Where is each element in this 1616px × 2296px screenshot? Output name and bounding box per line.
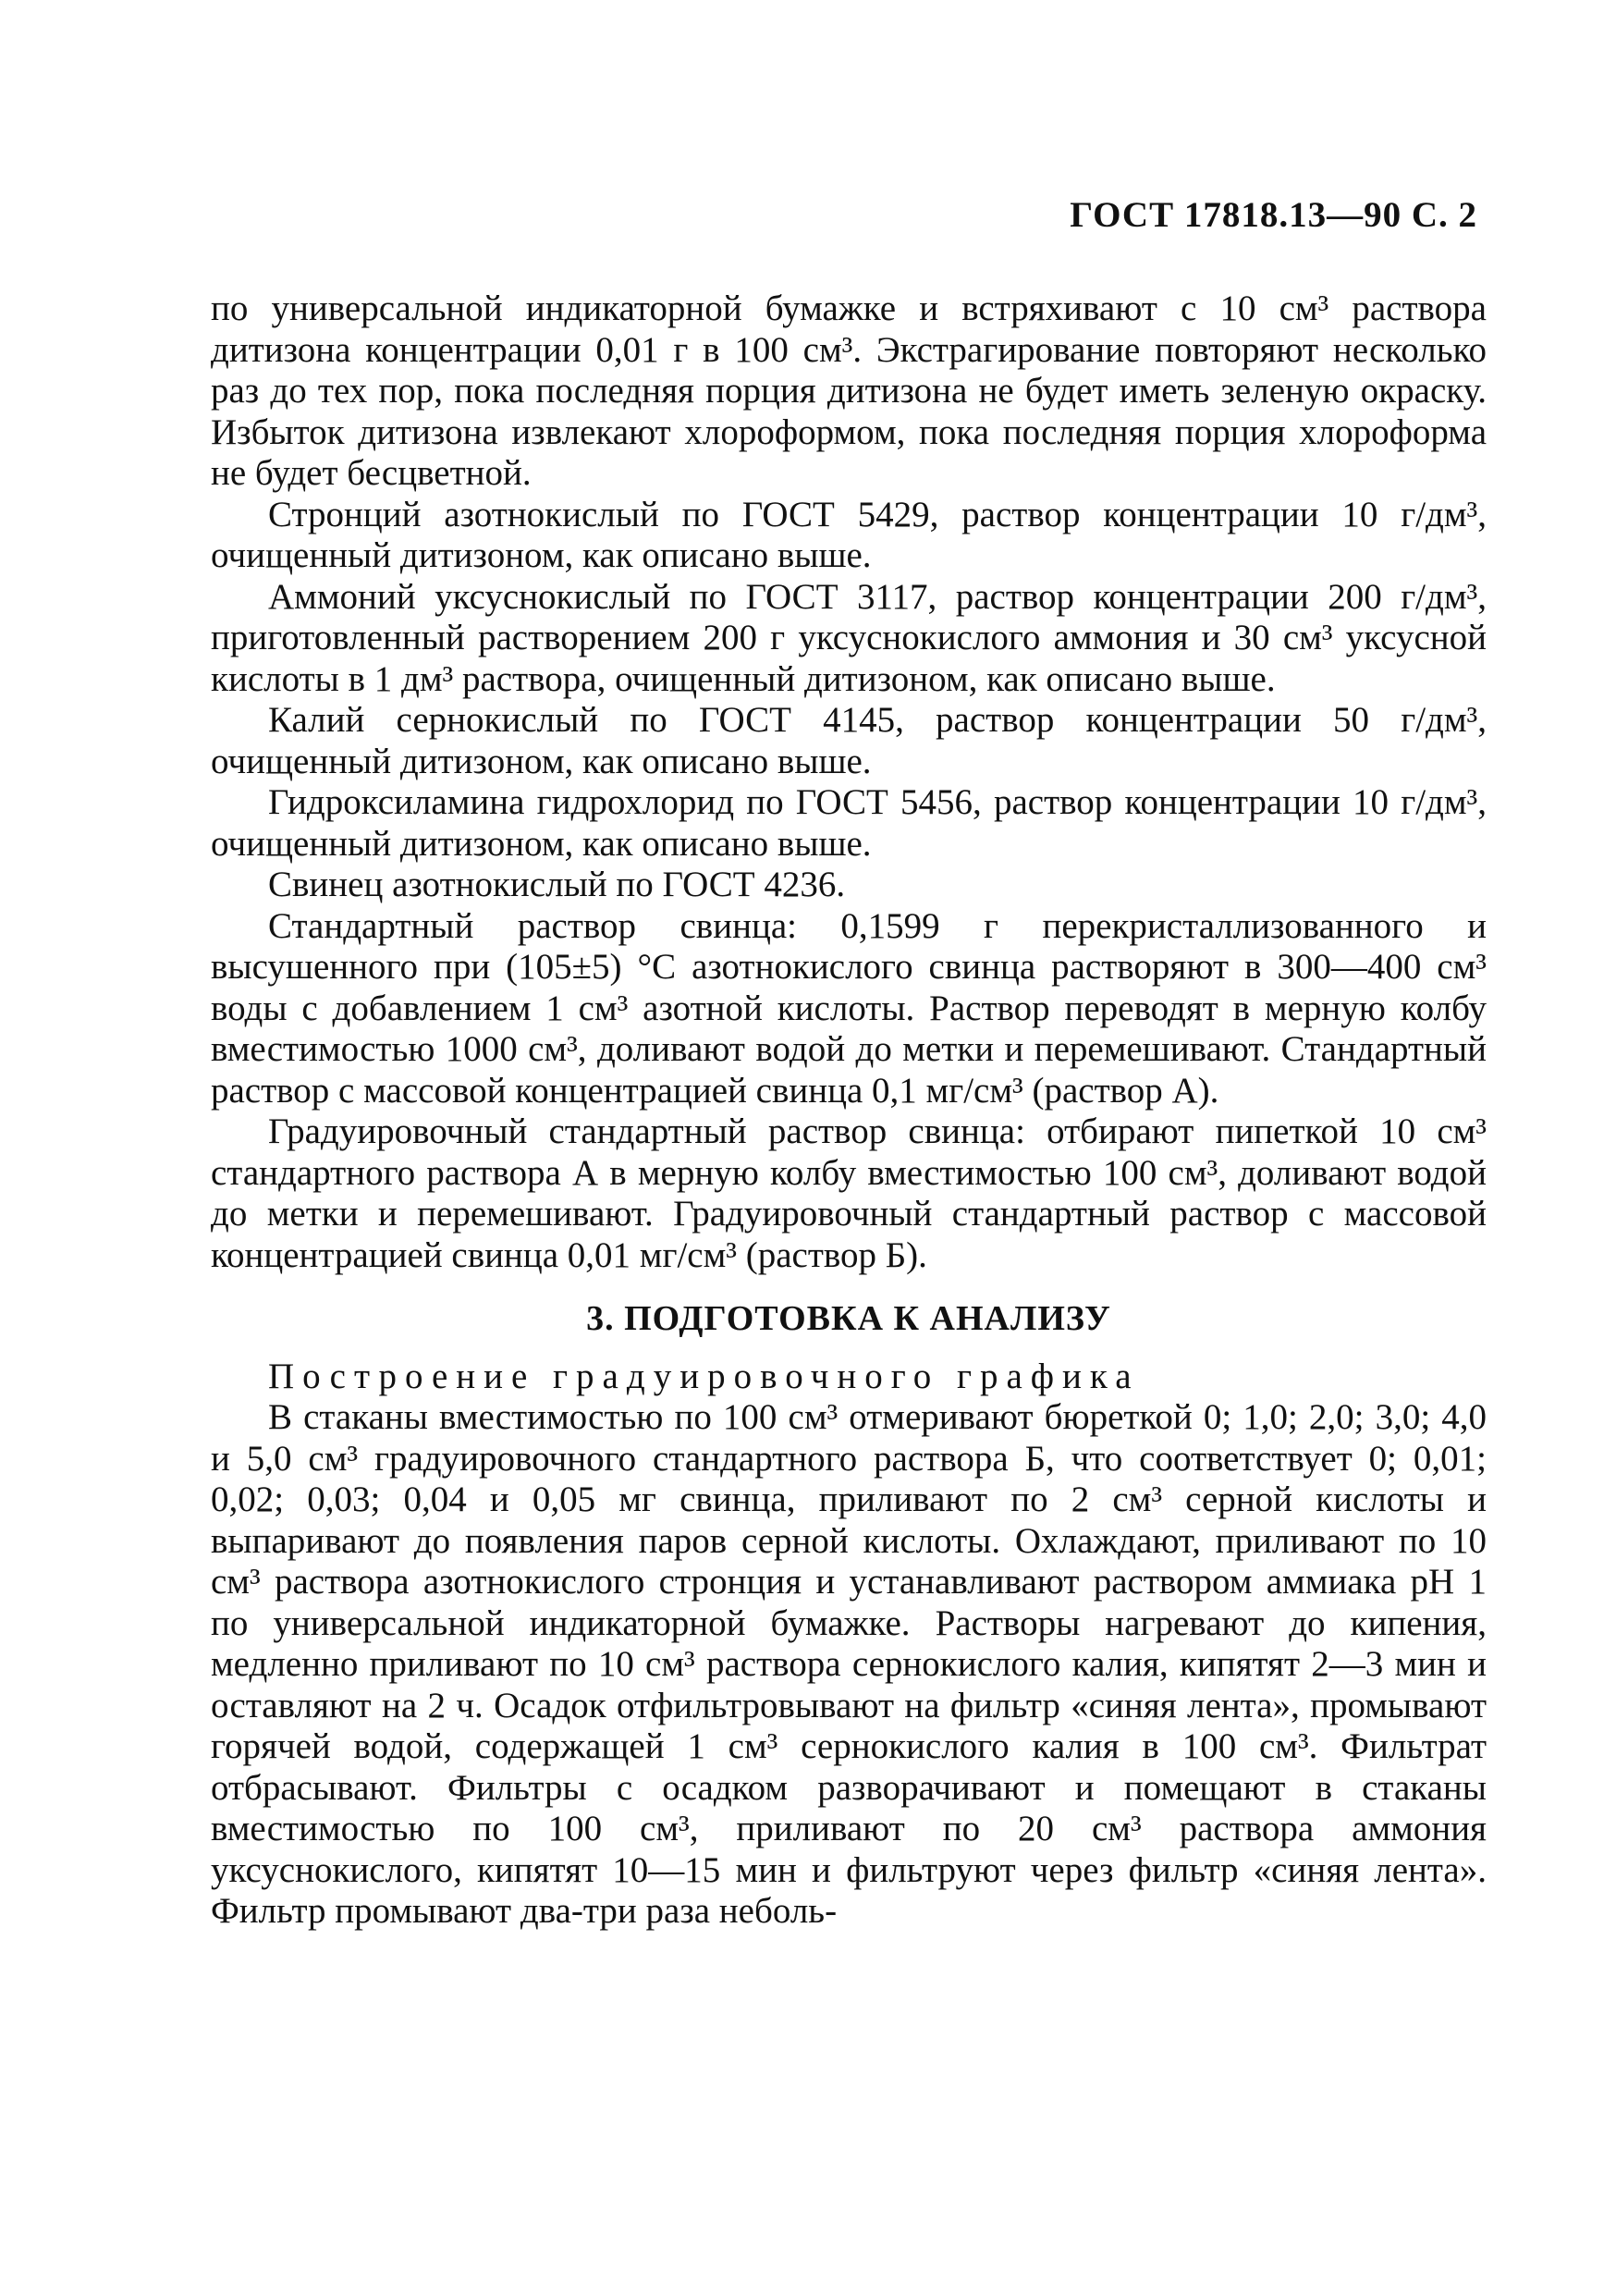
paragraph-3: Аммоний уксуснокислый по ГОСТ 3117, раствор концентрации 200 г/дм³, приготовленный растворением 200 г уксуснокислого аммония и 30 см³ уксусной кислоты в 1 дм³ раствора, очищенный дитизоном, как описано выше. <box>211 576 1487 699</box>
section-title: 3. ПОДГОТОВКА К АНАЛИЗУ <box>586 1299 1111 1338</box>
paragraph-9: В стаканы вместимостью по 100 см³ отмеривают бюреткой 0; 1,0; 2,0; 3,0; 4,0 и 5,0 см³ градуировочного стандартного раствора Б, что соответствует 0; 0,01; 0,02; 0,03; 0,04 и 0,05 мг свинца, приливают по 2 см³ серной кислоты и выпаривают до появления паров серной кислоты. Охлаждают, приливают по 10 см³ раствора азотнокислого стронция и устанавливают раствором аммиака рН 1 по универсальной индикаторной бумажке. Растворы нагревают до кипения, медленно приливают по 10 см³ раствора сернокислого калия, кипятят 2—3 мин и оставляют на 2 ч. Осадок отфильтровывают на фильтр «синяя лента», промывают горячей водой, содержащей 1 см³ сернокислого калия в 100 см³. Фильтрат отбрасывают. Фильтры с осадком разворачивают и помещают в стаканы вместимостью по 100 см³, приливают по 20 см³ раствора аммония уксуснокислого, кипятят 10—15 мин и фильтруют через фильтр «синяя лента». Фильтр промывают два-три раза неболь- <box>211 1397 1487 1931</box>
body-text <box>211 289 1487 1933</box>
page-header: ГОСТ 17818.13—90 С. 2 <box>1070 195 1477 235</box>
paragraph-4: Калий сернокислый по ГОСТ 4145, раствор концентрации 50 г/дм³, очищенный дитизоном, как описано выше. <box>211 700 1487 781</box>
paragraph-2: Стронций азотнокислый по ГОСТ 5429, раствор концентрации 10 г/дм³, очищенный дитизоном, как описано выше. <box>211 494 1487 575</box>
paragraph-5: Гидроксиламина гидрохлорид по ГОСТ 5456, раствор концентрации 10 г/дм³, очищенный дитизоном, как описано выше. <box>211 782 1487 864</box>
subsection-title: Построение градуировочного графика <box>268 1356 1140 1396</box>
paragraph-6: Свинец азотнокислый по ГОСТ 4236. <box>268 865 846 904</box>
paragraph-1: по универсальной индикаторной бумажке и встряхивают с 10 см³ раствора дитизона концентрации 0,01 г в 100 см³. Экстрагирование повторяют несколько раз до тех пор, пока последняя порция дитизона не будет иметь зеленую окраску. Избыток дитизона извлекают хлороформом, пока последняя порция хлороформа не будет бесцветной. <box>211 289 1487 493</box>
paragraph-8: Градуировочный стандартный раствор свинца: отбирают пипеткой 10 см³ стандартного раствора А в мерную колбу вместимостью 100 см³, доливают водой до метки и перемешивают. Градуировочный стандартный раствор с массовой концентрацией свинца 0,01 мг/см³ (раствор Б). <box>211 1111 1487 1275</box>
paragraph-7: Стандартный раствор свинца: 0,1599 г перекристаллизованного и высушенного при (105±5) °С азотнокислого свинца растворяют в 300—400 см³ воды с добавлением 1 см³ азотной кислоты. Раствор переводят в мерную колбу вместимостью 1000 см³, доливают водой до метки и перемешивают. Стандартный раствор с массовой концентрацией свинца 0,1 мг/см³ (раствор А). <box>211 905 1487 1111</box>
